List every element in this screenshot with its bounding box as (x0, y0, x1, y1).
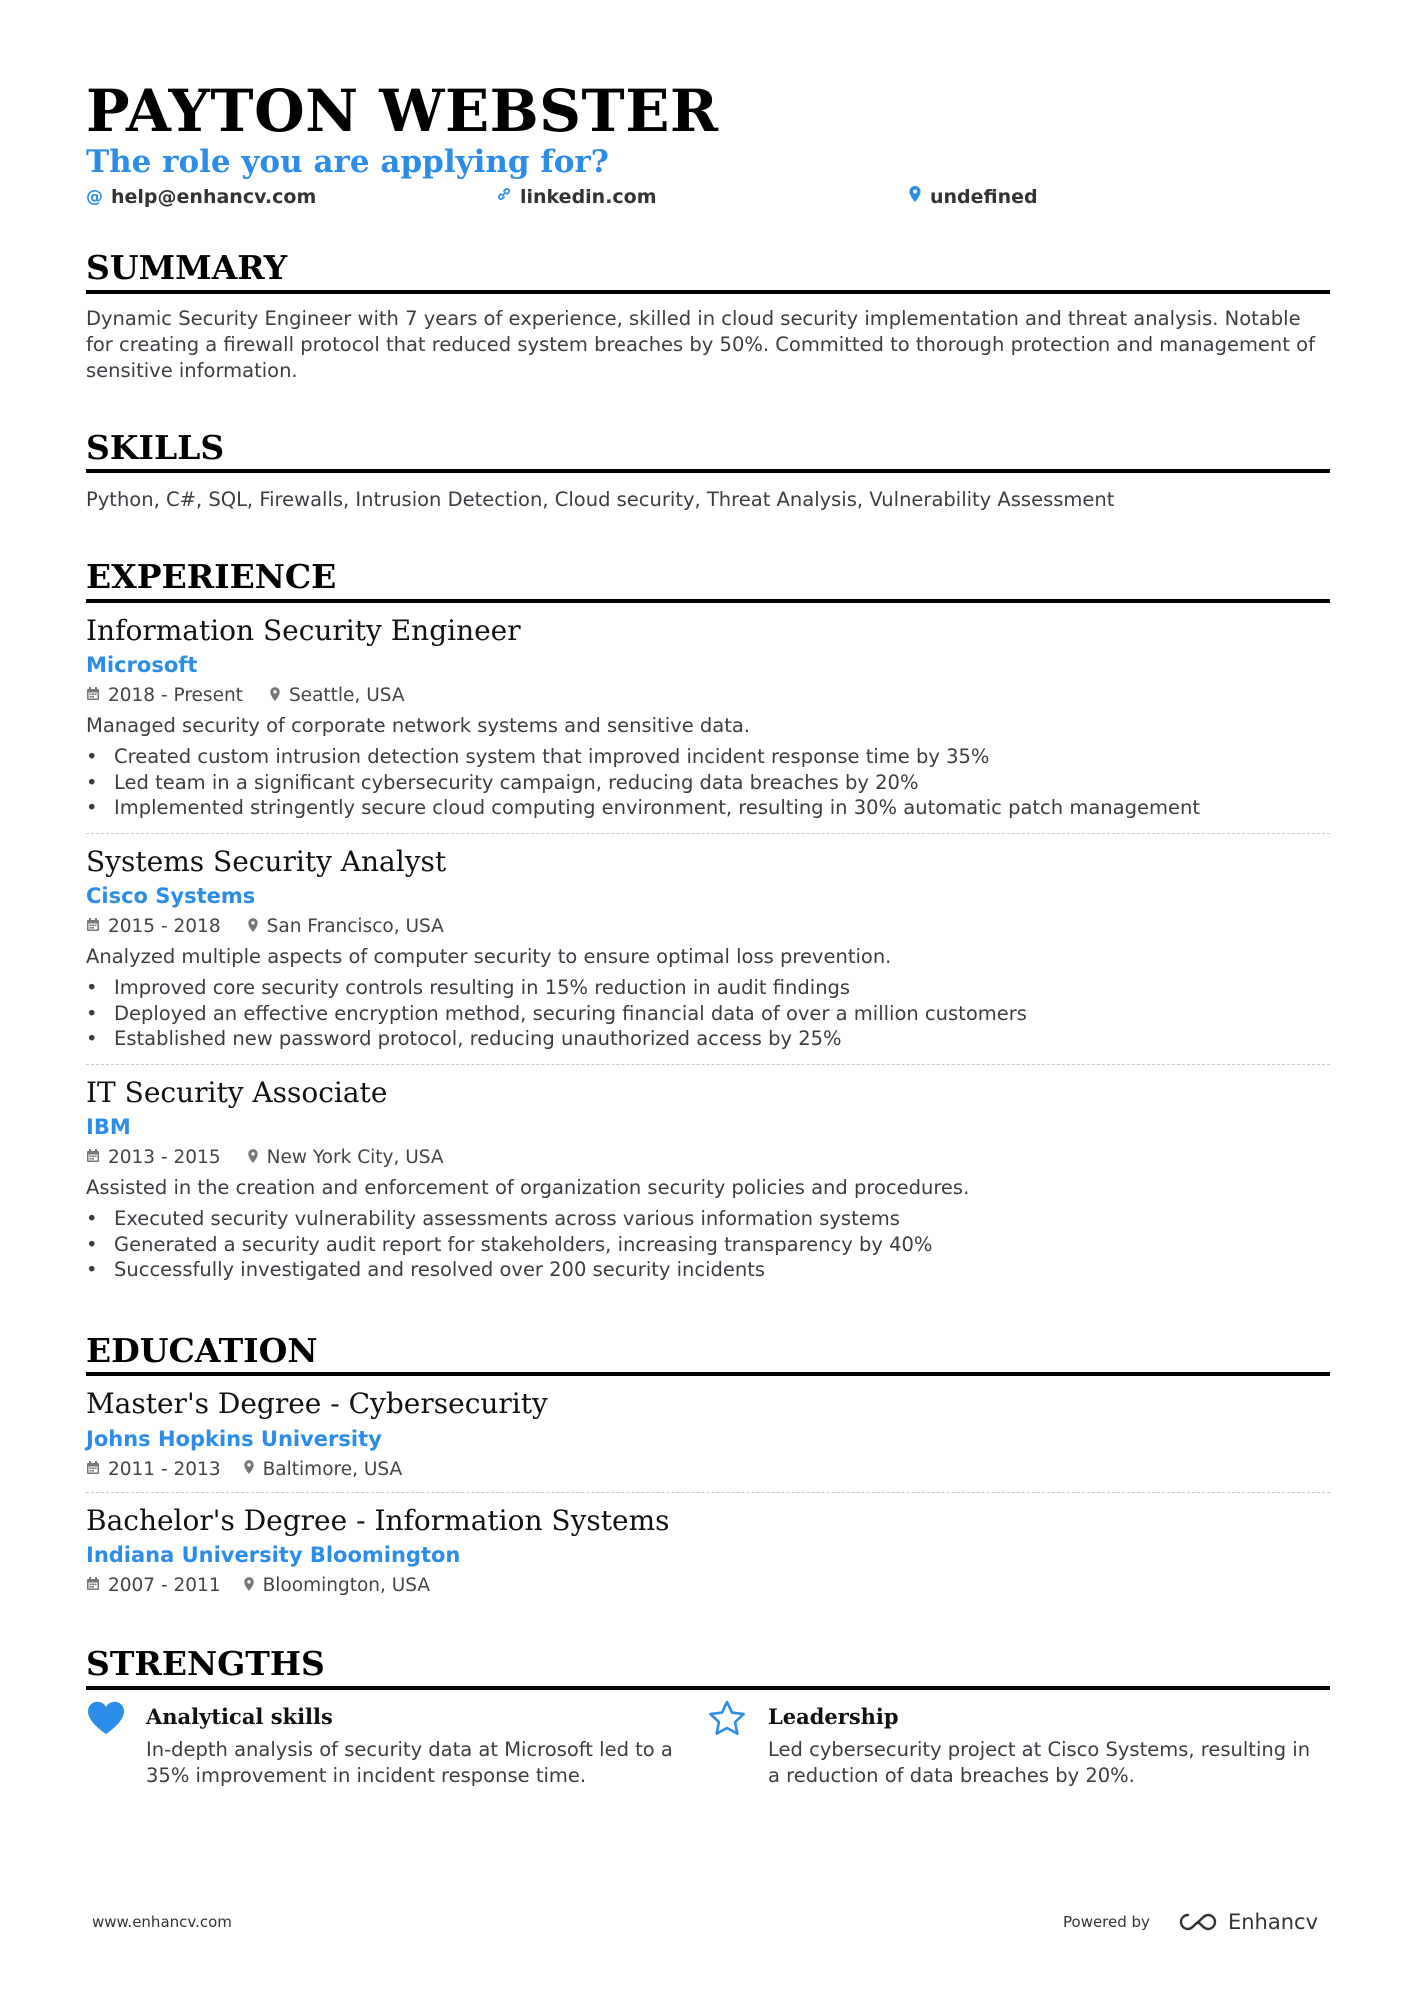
powered-by-label: Powered by (1063, 1913, 1150, 1931)
strength-item (708, 1704, 1330, 1789)
degree-title: Master's Degree - Cybersecurity (86, 1387, 548, 1421)
location-pin-icon (908, 185, 922, 208)
job-dates: 2015 - 2018 (108, 916, 221, 938)
linkedin-text: linkedin.com (520, 185, 657, 208)
location-pin-icon (247, 917, 259, 937)
job-location-text: San Francisco, USA (266, 916, 444, 938)
list-item: • Executed security vulnerability assessments across various information systems (86, 1207, 900, 1231)
infinity-logo-icon (1176, 1911, 1220, 1933)
list-item: • Successfully investigated and resolved over 200 security incidents (86, 1258, 766, 1282)
job-dates: 2013 - 2015 (108, 1147, 221, 1169)
job-location-text: New York City, USA (266, 1147, 444, 1169)
job-title: Information Security Engineer (86, 613, 521, 647)
job-location (247, 916, 444, 937)
email-text: help@enhancv.com (111, 185, 317, 208)
calendar-icon (86, 1576, 100, 1595)
job-meta (86, 1147, 1330, 1168)
job-location (247, 1147, 444, 1168)
list-item: • Established new password protocol, reducing unauthorized access by 25% (86, 1027, 842, 1051)
link-icon (496, 186, 512, 207)
experience-section (86, 557, 1330, 1294)
education-section (86, 1331, 1330, 1608)
education-meta (86, 1459, 1330, 1480)
education-location (243, 1459, 403, 1480)
company-name: IBM (86, 1115, 131, 1140)
job-entry (86, 1065, 1330, 1295)
school-name: Johns Hopkins University (86, 1426, 382, 1451)
education-location-text: Baltimore, USA (262, 1458, 403, 1480)
summary-text: Dynamic Security Engineer with 7 years of experience, skilled in cloud security implementation and threat analysis. Notable for creating a firewall protocol that reduced system breaches by 50%. Committed to thorough protection and management of sensitive information. (86, 306, 1315, 382)
strength-title: Leadership (768, 1703, 899, 1729)
strengths-grid (86, 1704, 1330, 1789)
list-item: • Deployed an effective encryption method, securing financial data of over a million customers (86, 1001, 1027, 1025)
skills-heading: SKILLS (86, 428, 1330, 474)
company-name: Cisco Systems (86, 884, 256, 909)
education-entry (86, 1376, 1330, 1492)
job-location (269, 685, 405, 706)
location-pin-icon (247, 1148, 259, 1168)
calendar-icon (86, 686, 100, 705)
job-location-text: Seattle, USA (288, 685, 405, 707)
summary-heading: SUMMARY (86, 248, 1330, 294)
skills-section (86, 428, 1330, 514)
job-description: Analyzed multiple aspects of computer security to ensure optimal loss prevention. (86, 945, 892, 969)
education-location (243, 1575, 430, 1596)
candidate-name: PAYTON WEBSTER (86, 77, 719, 145)
powered-by (1063, 1910, 1318, 1934)
contact-linkedin[interactable] (496, 185, 908, 208)
list-item: • Created custom intrusion detection system that improved incident response time by 35% (86, 745, 990, 769)
education-heading: EDUCATION (86, 1331, 1330, 1377)
job-entry (86, 834, 1330, 1065)
strengths-heading: STRENGTHS (86, 1644, 1330, 1690)
summary-section (86, 248, 1330, 384)
job-entry (86, 603, 1330, 834)
job-bullets (86, 1206, 1330, 1283)
location-pin-icon (269, 686, 281, 706)
job-title: IT Security Associate (86, 1075, 388, 1109)
degree-title: Bachelor's Degree - Information Systems (86, 1503, 670, 1537)
location-pin-icon (243, 1459, 255, 1479)
job-description: Assisted in the creation and enforcement of organization security policies and procedures. (86, 1176, 970, 1200)
brand-name: Enhancv (1227, 1910, 1318, 1934)
education-dates: 2007 - 2011 (108, 1575, 221, 1597)
job-meta (86, 916, 1330, 937)
job-meta (86, 685, 1330, 706)
education-meta (86, 1575, 1330, 1596)
education-location-text: Bloomington, USA (262, 1575, 431, 1597)
school-name: Indiana University Bloomington (86, 1543, 461, 1568)
list-item: • Led team in a significant cybersecurity campaign, reducing data breaches by 20% (86, 770, 919, 794)
calendar-icon (86, 917, 100, 936)
at-icon: @ (86, 186, 103, 207)
contact-location (908, 185, 1038, 208)
education-dates: 2011 - 2013 (108, 1458, 221, 1480)
calendar-icon (86, 1148, 100, 1167)
job-dates: 2018 - Present (108, 685, 243, 707)
list-item: • Implemented stringently secure cloud computing environment, resulting in 30% automatic patch management (86, 796, 1200, 820)
location-pin-icon (243, 1576, 255, 1596)
list-item: • Generated a security audit report for stakeholders, increasing transparency by 40% (86, 1232, 933, 1256)
target-role: The role you are applying for? (86, 144, 609, 180)
strength-description: In-depth analysis of security data at Microsoft led to a 35% improvement in incident response time. (146, 1737, 673, 1787)
strengths-section (86, 1644, 1330, 1789)
resume-content (86, 70, 1330, 1789)
job-bullets (86, 744, 1330, 821)
star-icon (708, 1700, 768, 1789)
company-name: Microsoft (86, 653, 198, 678)
experience-heading: EXPERIENCE (86, 557, 1330, 603)
strength-title: Analytical skills (146, 1703, 333, 1729)
job-bullets (86, 975, 1330, 1052)
job-title: Systems Security Analyst (86, 844, 447, 878)
calendar-icon (86, 1460, 100, 1479)
contact-bar (86, 185, 1330, 208)
contact-email[interactable] (86, 185, 496, 208)
strength-description: Led cybersecurity project at Cisco Systems, resulting in a reduction of data breaches by 20%. (768, 1737, 1311, 1787)
page-footer (92, 1910, 1318, 1934)
education-entry (86, 1493, 1330, 1608)
strength-item (86, 1704, 708, 1789)
skills-text: Python, C#, SQL, Firewalls, Intrusion Detection, Cloud security, Threat Analysis, Vulnerability Assessment (86, 488, 1115, 512)
footer-website[interactable]: www.enhancv.com (92, 1913, 232, 1931)
heart-icon (86, 1700, 146, 1789)
list-item: • Improved core security controls resulting in 15% reduction in audit findings (86, 976, 851, 1000)
location-text: undefined (930, 185, 1038, 208)
job-description: Managed security of corporate network systems and sensitive data. (86, 714, 751, 738)
enhancv-logo[interactable] (1176, 1910, 1318, 1934)
